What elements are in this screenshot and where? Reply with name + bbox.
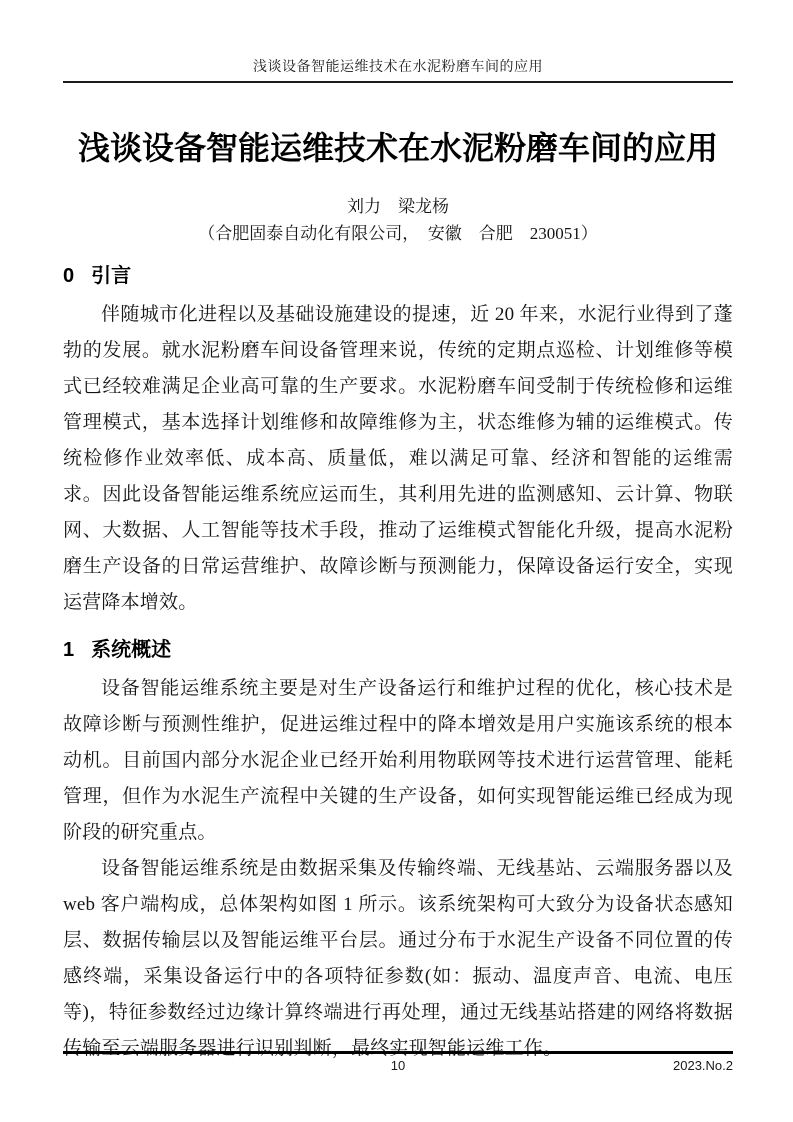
section-heading-system-overview [63,636,733,664]
header-rule [63,81,733,83]
paragraph-introduction-1: 伴随城市化进程以及基础设施建设的提速，近 20 年来，水泥行业得到了蓬勃的发展。就水泥粉磨车间设备管理来说，传统的定期点巡检、计划维修等模式已经较难满足企业高可靠的生产要求。水泥粉磨车间受制于传统检修和运维管理模式，基本选择计划维修和故障维修为主，状态维修为辅的运维模式。传统检修作业效率低、成本高、质量低，难以满足可靠、经济和智能的运维需求。因此设备智能运维系统应运而生，其利用先进的监测感知、云计算、物联网、大数据、人工智能等技术手段，推动了运维模式智能化升级，提高水泥粉磨生产设备的日常运营维护、故障诊断与预测能力，保障设备运行安全，实现运营降本增效。 [63,304,733,613]
section-number: 0 [63,265,75,287]
section-introduction [63,262,733,621]
footer-rule [63,1051,733,1054]
page-footer [63,1051,733,1075]
paragraph-overview-1: 设备智能运维系统主要是对生产设备运行和维护过程的优化，核心技术是故障诊断与预测性维护，促进运维过程中的降本增效是用户实施该系统的根本动机。目前国内部分水泥企业已经开始利用物联网等技术进行运营管理、能耗管理，但作为水泥生产流程中关键的生产设备，如何实现智能运维已经成为现阶段的研究重点。 [63,678,733,843]
section-number: 1 [63,639,75,661]
footer-row [63,1057,733,1075]
section-title: 引言 [91,265,132,287]
paragraph-overview-2: 设备智能运维系统是由数据采集及传输终端、无线基站、云端服务器以及 web 客户端构成，总体架构如图 1 所示。该系统架构可大致分为设备状态感知层、数据传输层以及智能运维平台层。通过分布于水泥生产设备不同位置的传感终端，采集设备运行中的各项特征参数(如：振动、温度声音、电流、电压等)，特征参数经过边缘计算终端进行再处理，通过无线基站搭建的网络将数据传输至云端服务器进行识别判断，最终实现智能运维工作。 [63,858,733,1059]
running-header: 浅谈设备智能运维技术在水泥粉磨车间的应用 [253,60,543,75]
issue-label: 2023.No.2 [673,1058,733,1073]
section-heading-introduction [63,262,733,290]
authors-line: 刘力 梁龙杨 [347,197,449,216]
section-title: 系统概述 [91,639,172,661]
page-number: 10 [390,1058,406,1073]
affiliation-line: （合肥固泰自动化有限公司， 安徽 合肥 230051） [198,224,598,243]
paper-title: 浅谈设备智能运维技术在水泥粉磨车间的应用 [77,130,718,166]
section-system-overview [63,636,733,1067]
